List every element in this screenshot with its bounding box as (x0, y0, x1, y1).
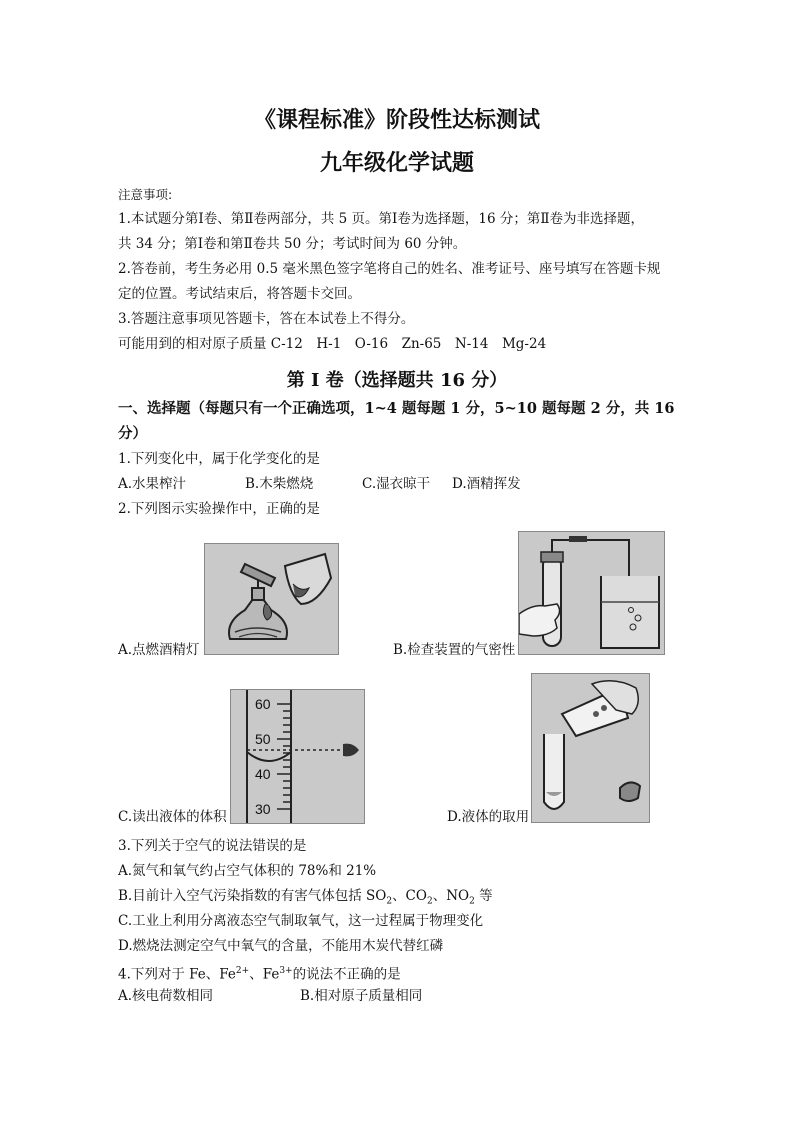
question-4-option-a: A.核电荷数相同 (118, 988, 214, 1004)
notes-line-2b: 定的位置。考试结束后，将答题卡交回。 (118, 286, 361, 302)
question-3-option-b: B.目前计入空气污染指数的有害气体包括 $SO_2$、$CO_2$、$NO_2$ 等 (118, 888, 493, 907)
question-2-option-d: D.液体的取用 (447, 809, 530, 825)
liquid-pouring-illustration (531, 673, 650, 823)
notes-line-1a: 1.本试题分第Ⅰ卷、第Ⅱ卷两部分，共 5 页。第Ⅰ卷为选择题，16 分；第Ⅱ卷为非选择题， (118, 211, 645, 227)
liquid-pouring-drawing (532, 674, 649, 822)
question-1-option-d: D.酒精挥发 (452, 476, 521, 492)
part-heading-line-2: 分） (118, 425, 147, 442)
question-2-option-a: A.点燃酒精灯 (118, 642, 200, 658)
alcohol-lamp-drawing (205, 544, 338, 654)
question-3-stem: 3.下列关于空气的说法错误的是 (118, 838, 307, 854)
cylinder-tick-30: 30 (255, 801, 271, 817)
airtightness-check-illustration (518, 531, 665, 655)
question-1-option-b: B.木柴燃烧 (245, 476, 314, 492)
part-heading-line-1: 一、选择题（每题只有一个正确选项，1~4 题每题 1 分，5~10 题每题 2 分，共 16 (118, 400, 675, 417)
question-2-option-c: C.读出液体的体积 (118, 809, 227, 825)
graduated-cylinder-illustration (230, 689, 365, 824)
atomic-masses: 可能用到的相对原子质量 C-12 H-1 O-16 Zn-65 N-14 Mg-24 (118, 336, 547, 352)
question-4-stem: 4.下列对于 Fe、$Fe^{2+}$、$Fe^{3+}$的说法不正确的是 (118, 966, 401, 983)
question-3-option-c: C.工业上利用分离液态空气制取氧气，这一过程属于物理变化 (118, 913, 484, 929)
exam-subtitle: 九年级化学试题 (319, 150, 474, 176)
question-1-option-c: C.湿衣晾干 (362, 476, 431, 492)
notes-heading: 注意事项: (118, 187, 173, 202)
cylinder-tick-40: 40 (255, 766, 271, 782)
graduated-cylinder-drawing (231, 690, 364, 823)
notes-line-1b: 共 34 分；第Ⅰ卷和第Ⅱ卷共 50 分；考试时间为 60 分钟。 (118, 236, 467, 252)
question-2-option-b: B.检查装置的气密性 (393, 642, 516, 658)
question-3-option-d: D.燃烧法测定空气中氧气的含量，不能用木炭代替红磷 (118, 938, 444, 954)
section-heading: 第 I 卷（选择题共 16 分） (286, 370, 508, 391)
alcohol-lamp-illustration (204, 543, 339, 655)
notes-line-3: 3.答题注意事项见答题卡，答在本试卷上不得分。 (118, 311, 415, 327)
cylinder-tick-50: 50 (255, 731, 271, 747)
airtightness-check-drawing (519, 532, 664, 654)
question-1-option-a: A.水果榨汁 (118, 476, 187, 492)
notes-line-2a: 2.答卷前，考生务必用 0.5 毫米黑色签字笔将自己的姓名、准考证号、座号填写在答题卡规 (118, 261, 661, 277)
question-4-option-b: B.相对原子质量相同 (300, 988, 423, 1004)
exam-title: 《课程标准》阶段性达标测试 (253, 107, 540, 133)
question-3-option-a: A.氮气和氧气约占空气体积的 78%和 21% (118, 863, 377, 879)
question-1-stem: 1.下列变化中，属于化学变化的是 (118, 451, 320, 467)
question-2-stem: 2.下列图示实验操作中，正确的是 (118, 501, 320, 517)
cylinder-tick-60: 60 (255, 696, 271, 712)
